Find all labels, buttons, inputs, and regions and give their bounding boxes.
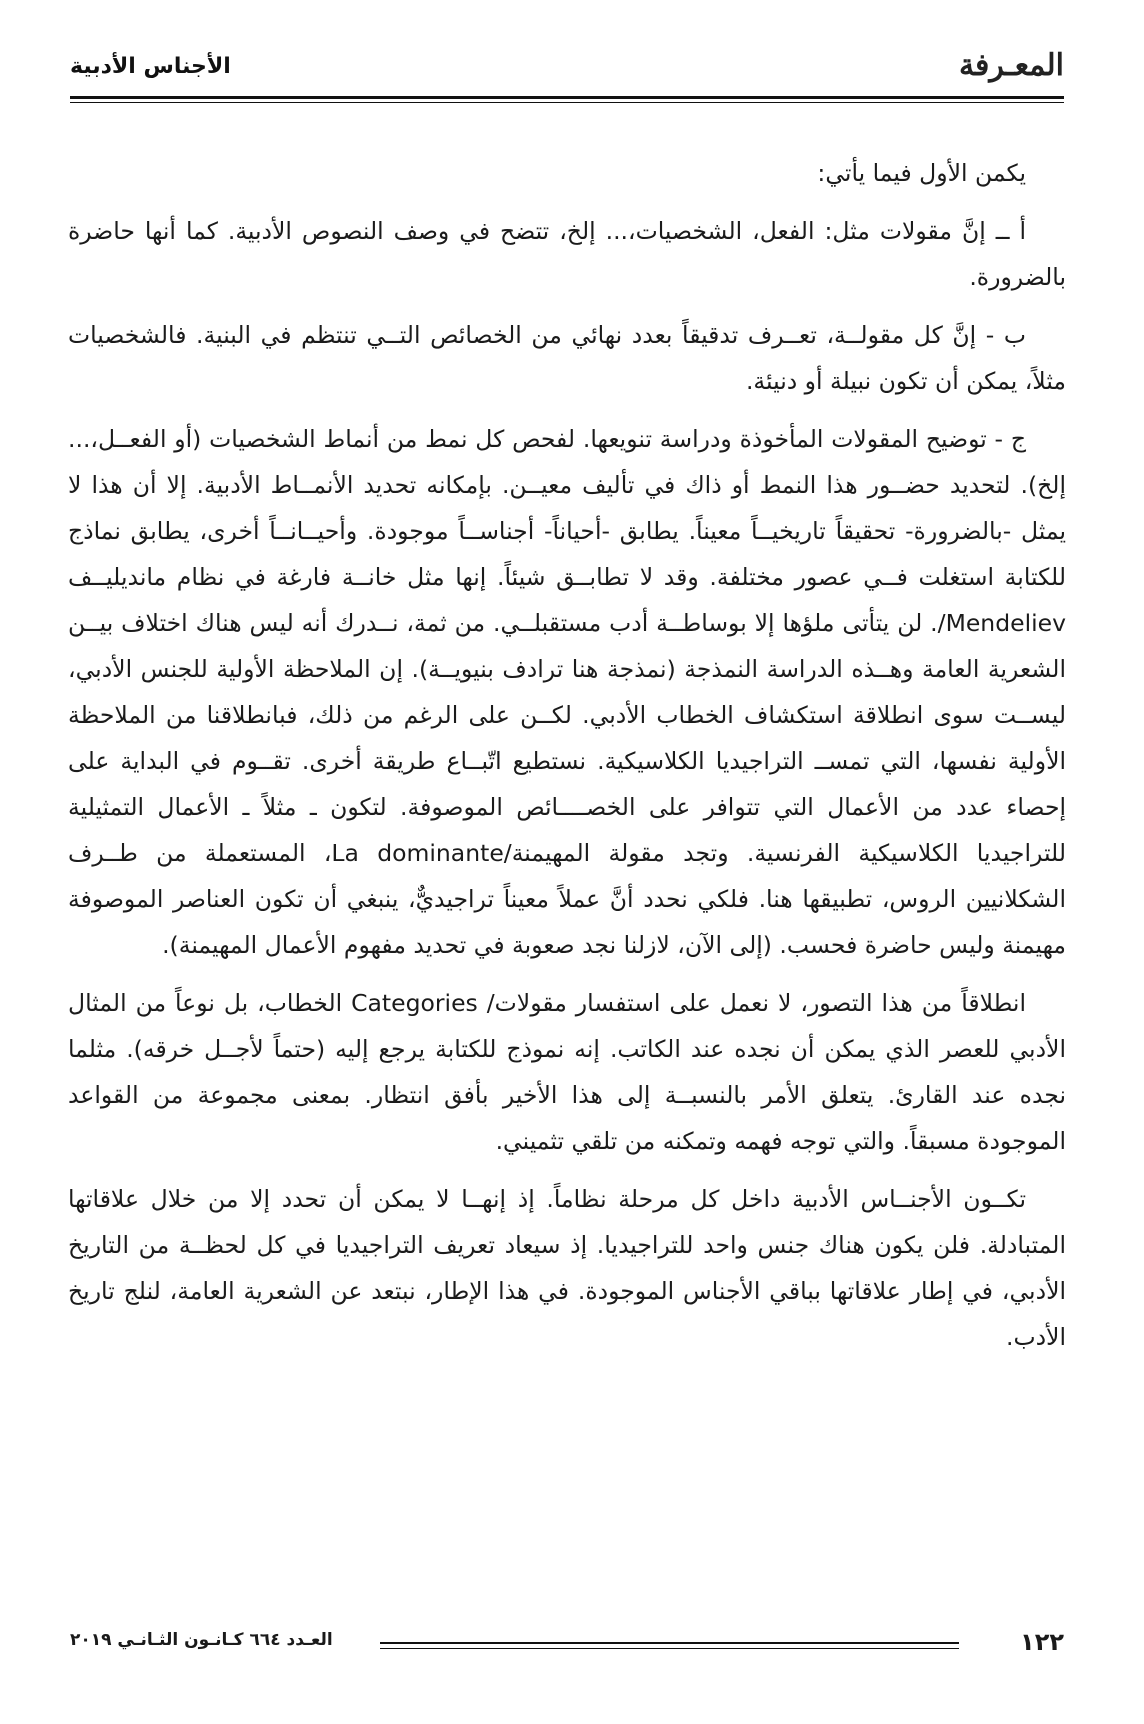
- section-title: الأجناس الأدبية: [70, 54, 231, 79]
- header-divider: [70, 96, 1064, 99]
- journal-logo: المعـرفة: [958, 48, 1064, 83]
- page-number: ١٢٢: [1020, 1628, 1064, 1656]
- footer-divider-thin: [380, 1648, 959, 1649]
- paragraph: ب - إنَّ كل مقولــة، تعــرف تدقيقاً بعدد نهائي من الخصائص التــي تنتظم في البنية. فالشخصيات مثلاً، يمكن أن تكون نبيلة أو دنيئة.: [68, 321, 1066, 395]
- article-body: [68, 150, 1066, 1372]
- paragraph: انطلاقاً من هذا التصور، لا نعمل على استفسار مقولات/ Categories الخطاب، بل نوعاً من المثال الأدبي للعصر الذي يمكن أن نجده عند الكاتب. إنه نموذج للكتابة يرجع إليه (حتماً لأجــل خرقه). مثلما نجده عند القارئ. يتعلق الأمر بالنسبــة إلى هذا الأخير بأفق انتظار. بمعنى مجموعة من القواعد الموجودة مسبقاً. والتي توجه فهمه وتمكنه من تلقي تثميني.: [68, 989, 1066, 1155]
- issue-info: العـدد ٦٦٤ كـانـون الثـانـي ٢٠١٩: [70, 1630, 333, 1650]
- paragraph: ج - توضيح المقولات المأخوذة ودراسة تنويعها. لفحص كل نمط من أنماط الشخصيات (أو الفعــل،... إلخ). لتحديد حضــور هذا النمط أو ذاك في تأليف معيــن. بإمكانه تحديد الأنمــاط الأدبية. إلا أن هذا لا يمثل -بالضرورة- تحقيقاً تاريخيــاً معيناً. يطابق -أحياناً- أجناســاً موجودة. وأحيــانــاً أخرى، يطابق نماذج للكتابة استغلت فــي عصور مختلفة. وقد لا تطابــق شيئاً. إنها مثل خانــة فارغة في نظام مانديليــف Mendeliev/. لن يتأتى ملؤها إلا بوساطــة أدب مستقبلــي. من ثمة، نــدرك أنه ليس هناك اختلاف بيــن الشعرية العامة وهــذه الدراسة النمذجة (نمذجة هنا ترادف بنيويــة). إن الملاحظة الأولية للجنس الأدبي، ليســت سوى انطلاقة استكشاف الخطاب الأدبي. لكــن على الرغم من ذلك، فبانطلاقنا من الملاحظة الأولية نفسها، التي تمســ التراجيديا الكلاسيكية. نستطيع اتّبــاع طريقة أخرى. تقــوم في البداية على إحصاء عدد من الأعمال التي تتوافر على الخصــــائص الموصوفة. لتكون ـ مثلاً ـ الأعمال التمثيلية للتراجيديا الكلاسيكية الفرنسية. وتجد مقولة المهيمنة/La dominante، المستعملة من طــرف الشكلانيين الروس، تطبيقها هنا. فلكي نحدد أنَّ عملاً معيناً تراجيديٌّ، ينبغي أن تكون العناصر الموصوفة مهيمنة وليس حاضرة فحسب. (إلى الآن، لازلنا نجد صعوبة في تحديد مفهوم الأعمال المهيمنة).: [68, 425, 1066, 959]
- header-divider-thin: [70, 102, 1064, 103]
- page-footer: [70, 1628, 1064, 1668]
- page-header: [70, 40, 1064, 100]
- paragraph: يكمن الأول فيما يأتي:: [817, 159, 1026, 187]
- footer-divider: [380, 1642, 959, 1644]
- paragraph: تكــون الأجنــاس الأدبية داخل كل مرحلة نظاماً. إذ إنهــا لا يمكن أن تحدد إلا من خلال علاقاتها المتبادلة. فلن يكون هناك جنس واحد للتراجيديا. إذ سيعاد تعريف التراجيديا في كل لحظــة من التاريخ الأدبي، في إطار علاقاتها بباقي الأجناس الموجودة. في هذا الإطار، نبتعد عن الشعرية العامة، لنلج تاريخ الأدب.: [68, 1185, 1066, 1351]
- paragraph: أ ــ إنَّ مقولات مثل: الفعل، الشخصيات،... إلخ، تتضح في وصف النصوص الأدبية. كما أنها حاضرة بالضرورة.: [68, 217, 1066, 291]
